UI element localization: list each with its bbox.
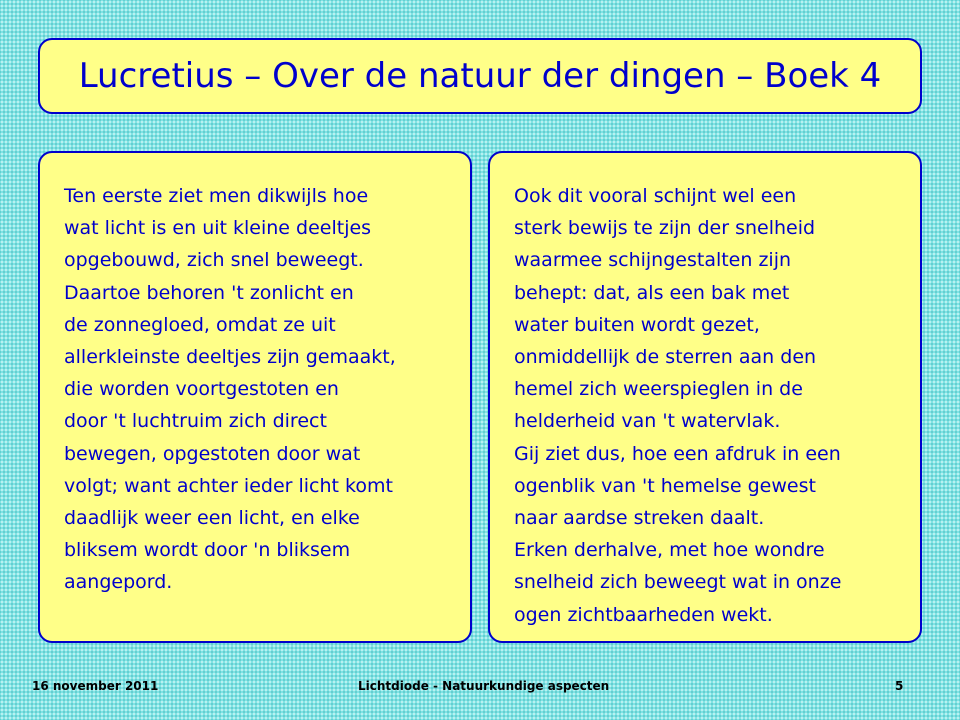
footer-title: Lichtdiode - Natuurkundige aspecten — [358, 679, 610, 693]
right-text-line: onmiddellijk de sterren aan den — [514, 346, 817, 369]
right-text-line: Ook dit vooral schijnt wel een — [514, 185, 797, 207]
left-text-line: daadlijk weer een licht, en elke — [64, 507, 360, 530]
left-text-box — [38, 151, 472, 643]
left-text — [64, 180, 396, 599]
left-text-line: volgt; want achter ieder licht komt — [64, 474, 393, 497]
right-text-line: behept: dat, als een bak met — [514, 281, 790, 304]
right-text-line: hemel zich weerspieglen in de — [514, 378, 803, 401]
left-text-line: Ten eerste ziet men dikwijls hoe — [64, 185, 369, 207]
left-text-line: allerkleinste deeltjes zijn gemaakt, — [64, 346, 396, 369]
right-text-line: ogen zichtbaarheden wekt. — [514, 603, 773, 626]
right-text — [514, 180, 841, 631]
left-text-line: opgebouwd, zich snel beweegt. — [64, 249, 364, 272]
left-text-line: bliksem wordt door 'n bliksem — [64, 539, 351, 562]
right-text-line: Gij ziet dus, hoe een afdruk in een — [514, 442, 841, 465]
right-text-line: naar aardse streken daalt. — [514, 507, 765, 530]
right-text-line: Erken derhalve, met hoe wondre — [514, 539, 825, 562]
left-text-line: de zonnegloed, omdat ze uit — [64, 313, 336, 336]
slide-title: Lucretius – Over de natuur der dingen – Boek 4 — [78, 56, 882, 96]
left-text-line: door 't luchtruim zich direct — [64, 410, 327, 433]
left-text-line: aangepord. — [64, 571, 173, 594]
left-text-line: die worden voortgestoten en — [64, 378, 339, 401]
right-text-line: water buiten wordt gezet, — [514, 313, 760, 336]
right-text-line: waarmee schijngestalten zijn — [514, 249, 792, 272]
right-text-line: helderheid van 't watervlak. — [514, 410, 781, 433]
title-box — [38, 38, 922, 114]
right-text-line: sterk bewijs te zijn der snelheid — [514, 217, 816, 240]
left-text-line: Daartoe behoren 't zonlicht en — [64, 281, 354, 304]
right-text-line: snelheid zich beweegt wat in onze — [514, 571, 842, 594]
left-text-line: wat licht is en uit kleine deeltjes — [64, 217, 372, 240]
right-text-box — [488, 151, 922, 643]
right-text-line: ogenblik van 't hemelse gewest — [514, 474, 816, 497]
left-text-line: bewegen, opgestoten door wat — [64, 442, 361, 465]
footer-date: 16 november 2011 — [32, 679, 159, 693]
page-number: 5 — [895, 679, 904, 693]
